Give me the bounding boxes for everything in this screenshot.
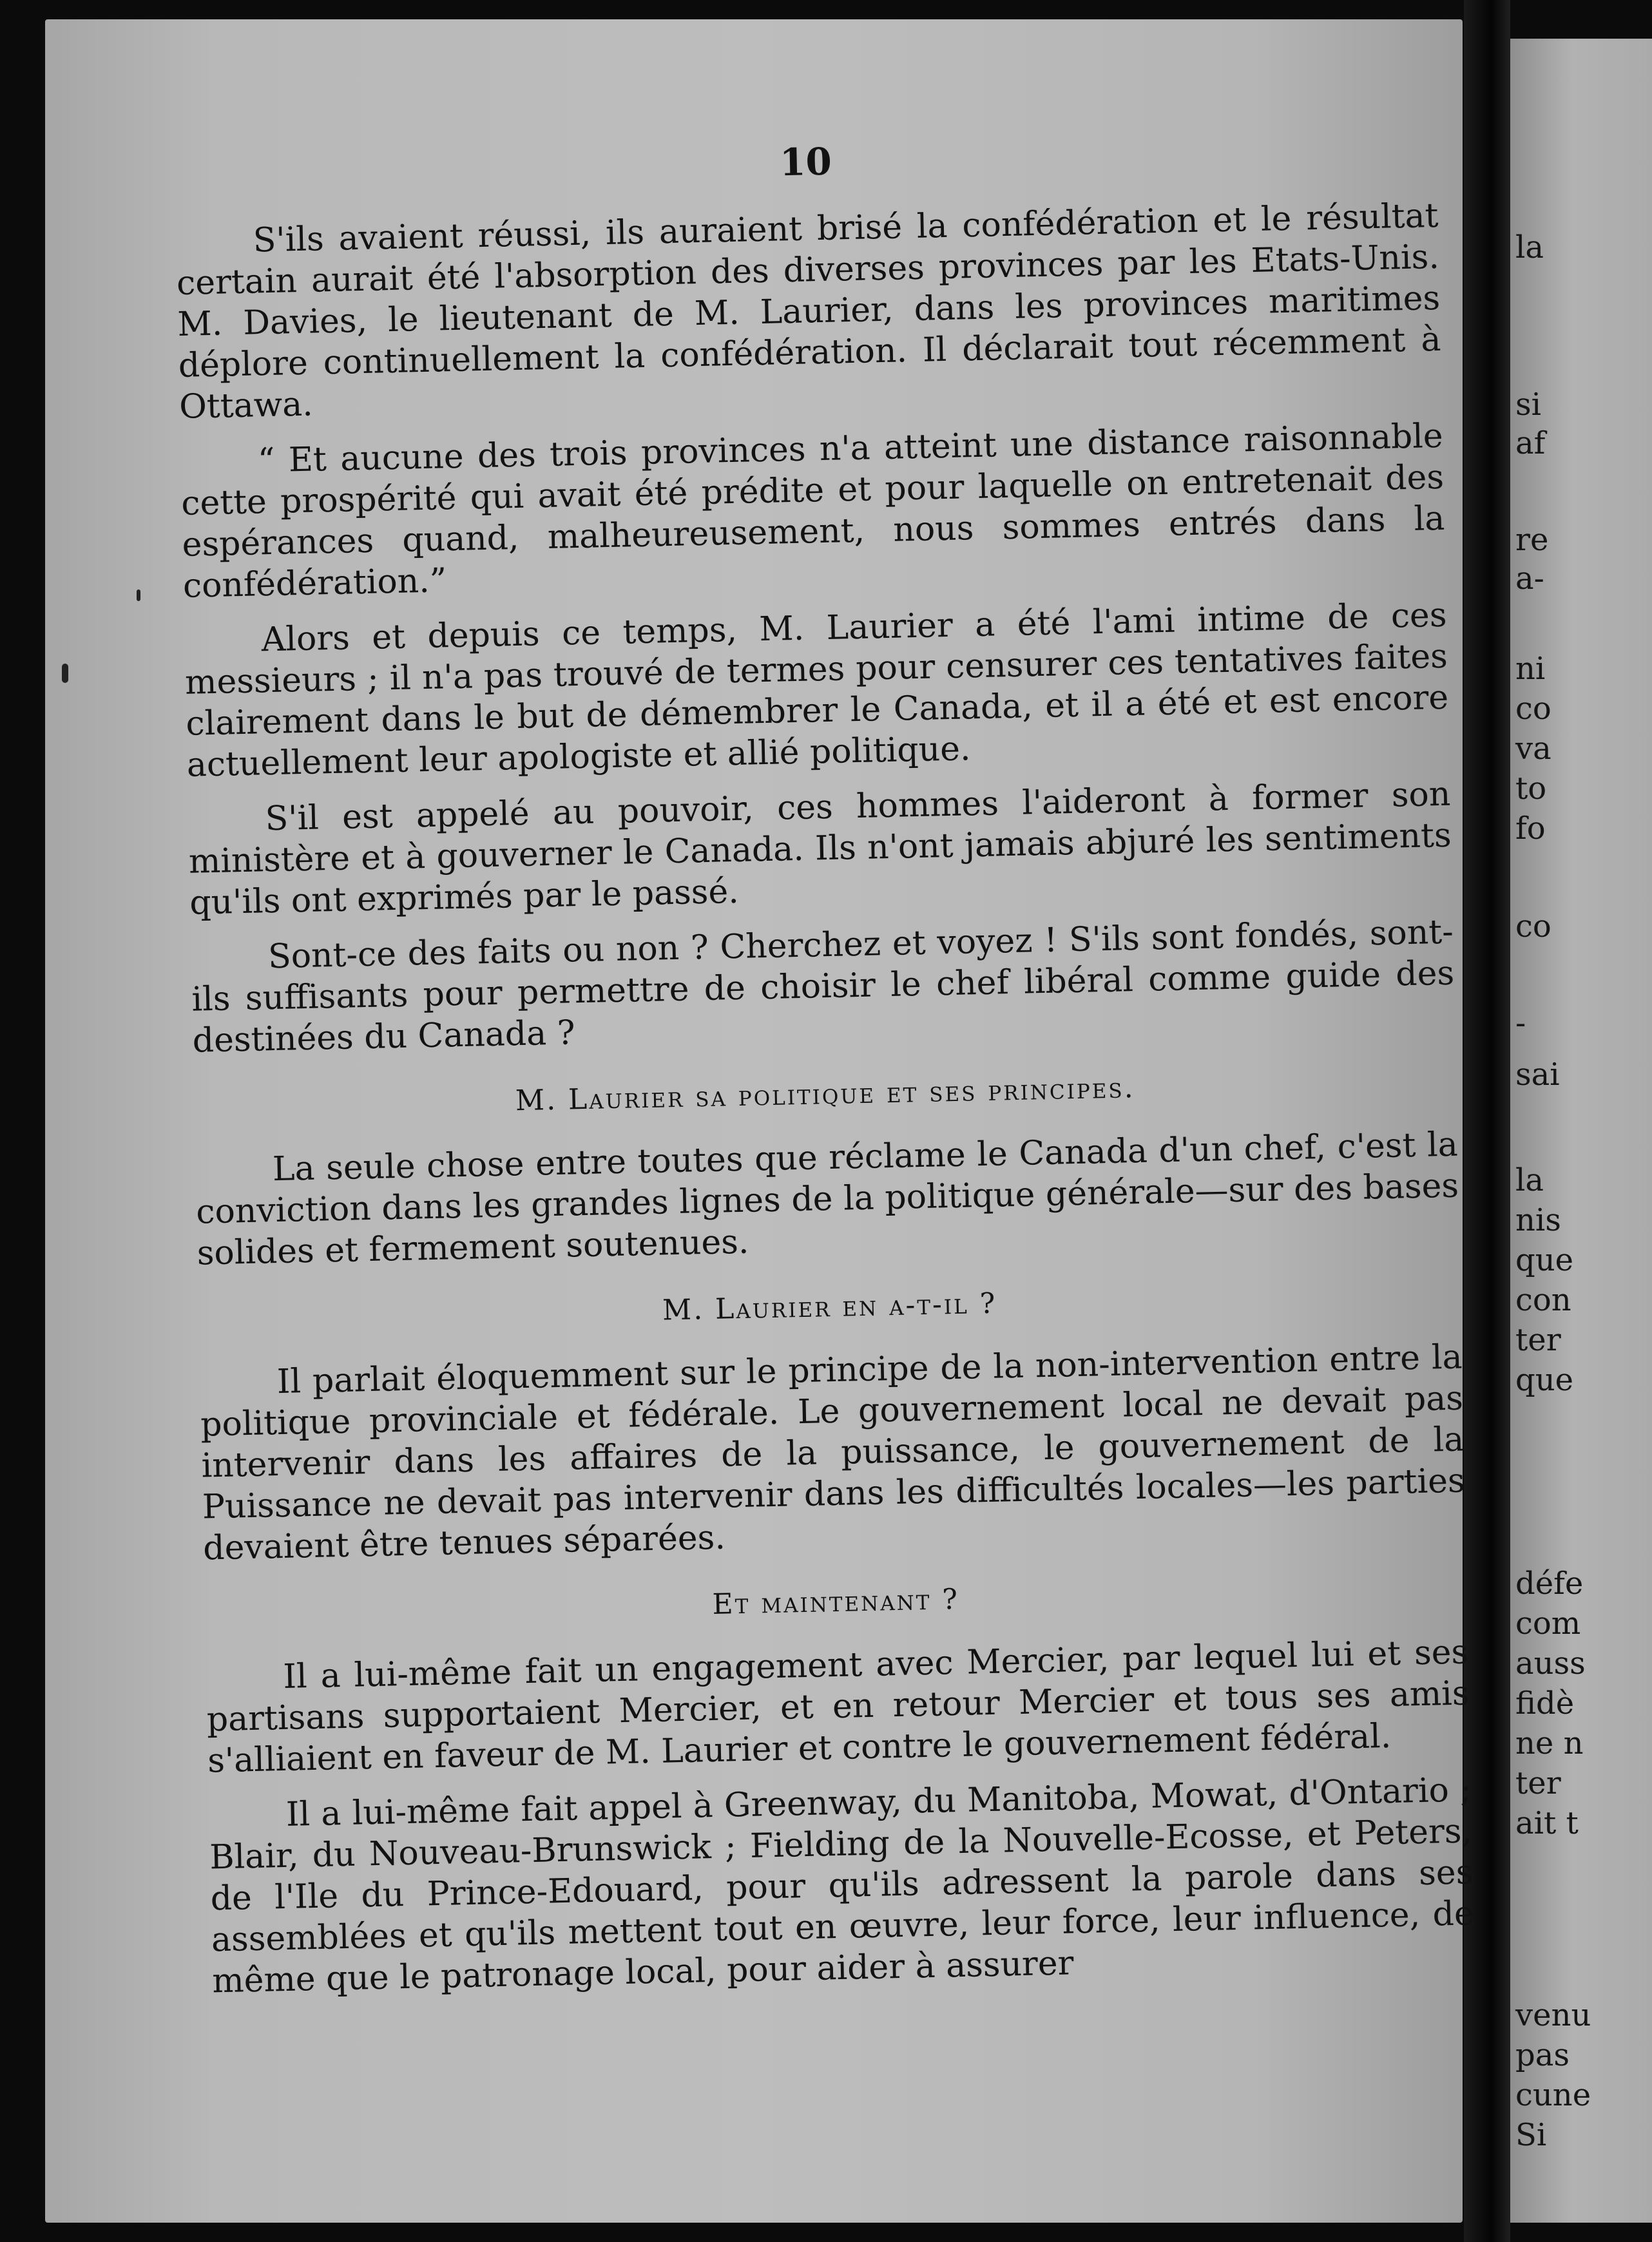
fragment: ne n bbox=[1515, 1725, 1584, 1761]
section-heading-text: M. Laurier sa politique et ses principes. bbox=[515, 1071, 1136, 1118]
fragment: ni bbox=[1515, 651, 1546, 687]
paragraph: Il parlait éloquemment sur le principe de la non-intervention entre la politique provinciale et fédérale. Le gouvernement local ne devait pas intervenir dans les affaires de la puissance, le gouvernement de la Puissance ne devait pas intervenir dans les difficultés locales—les parties devaient être tenues séparées. bbox=[200, 1337, 1466, 1568]
fragment: af bbox=[1515, 425, 1546, 461]
fragment: nis bbox=[1515, 1202, 1561, 1238]
section-heading-text: M. Laurier en a-t-il ? bbox=[662, 1287, 997, 1327]
fragment: ter bbox=[1515, 1322, 1561, 1358]
page-number: 10 bbox=[779, 139, 832, 185]
scan-speck bbox=[62, 664, 68, 683]
fragment: com bbox=[1515, 1605, 1581, 1642]
fragment: va bbox=[1515, 731, 1551, 767]
paragraph: Sont-ce des faits ou non ? Cherchez et voyez ! S'ils sont fondés, sont-ils suffisants pour permettre de choisir le chef libéral comme guide des destinées du Canada ? bbox=[191, 912, 1455, 1060]
paragraph: S'il est appelé au pouvoir, ces hommes l'aideront à former son ministère et à gouverner le Canada. Ils n'ont jamais abjuré les sentiments qu'ils ont exprimés par le passé. bbox=[188, 774, 1452, 923]
fragment: la bbox=[1515, 229, 1544, 265]
fragment: a- bbox=[1515, 560, 1544, 597]
paragraph: Il a lui-même fait appel à Greenway, du Manitoba, Mowat, d'Ontario ; Blair, du Nouveau-Brunswick ; Fielding de la Nouvelle-Ecosse, et Peters, de l'Ile du Prince-Edouard, pour qu'ils adressent la parole dans ses assemblées et qu'ils mettent tout en œuvre, leur force, leur influence, de même que le patronage local, pour aider à assurer bbox=[209, 1770, 1475, 2001]
fragment: pas bbox=[1515, 2037, 1570, 2073]
paragraph: Alors et depuis ce temps, M. Laurier a été l'ami intime de ces messieurs ; il n'a pas trouvé de termes pour censurer ces tentatives faites clairement dans le but de démembrer le Canada, et il a été et est encore actuellement leur apologiste et allié politique. bbox=[184, 595, 1449, 785]
fragment: si bbox=[1515, 387, 1541, 423]
fragment: auss bbox=[1515, 1645, 1586, 1682]
fragment: fidè bbox=[1515, 1685, 1575, 1721]
section-heading bbox=[193, 1061, 1457, 1129]
section-heading bbox=[198, 1274, 1461, 1341]
fragment: que bbox=[1515, 1362, 1574, 1398]
fragment: venu bbox=[1515, 1997, 1591, 2033]
paragraph: La seule chose entre toutes que réclame le Canada d'un chef, c'est la conviction dans les grandes lignes de la politique générale—sur des bases solides et fermement soutenues. bbox=[195, 1125, 1459, 1273]
fragment: ait t bbox=[1515, 1805, 1579, 1841]
section-heading bbox=[204, 1568, 1468, 1636]
paragraph: Il a lui-même fait un engagement avec Mercier, par lequel lui et ses partisans supportaient Mercier, et en retour Mercier et tous ses amis s'alliaient en faveur de M. Laurier et contre le gouvernement fédéral. bbox=[206, 1633, 1470, 1781]
fragment: re bbox=[1515, 522, 1549, 558]
fragment: la bbox=[1515, 1162, 1544, 1198]
fragment: défe bbox=[1515, 1566, 1584, 1602]
fragment: que bbox=[1515, 1242, 1574, 1278]
fragment: ter bbox=[1515, 1765, 1561, 1801]
fragment: fo bbox=[1515, 810, 1546, 847]
adjacent-page-fragments bbox=[1515, 0, 1652, 2242]
fragment: sai bbox=[1515, 1057, 1560, 1093]
fragment: cune bbox=[1515, 2077, 1591, 2113]
scan-speck bbox=[137, 589, 140, 601]
page-text bbox=[174, 128, 1475, 2016]
fragment: co bbox=[1515, 908, 1551, 944]
paragraph: S'ils avaient réussi, ils auraient brisé la confédération et le résultat certain aurait été l'absorption des diverses provinces par les Etats-Unis. M. Davies, le lieutenant de M. Laurier, dans les provinces maritimes déplore continuellement la confédération. Il déclarait tout récemment à Ottawa. bbox=[176, 196, 1442, 426]
fragment: co bbox=[1515, 691, 1551, 727]
fragment: - bbox=[1515, 1005, 1526, 1041]
section-heading-text: Et maintenant ? bbox=[712, 1582, 960, 1621]
quoted-paragraph: “ Et aucune des trois provinces n'a atteint une distance raisonnable cette prospérité qui avait été prédite et pour laquelle on entretenait des espérances quand, malheureusement, nous sommes entrés dans la confédération.” bbox=[180, 416, 1445, 606]
fragment: to bbox=[1515, 771, 1547, 807]
fragment: Si bbox=[1515, 2117, 1547, 2153]
fragment: con bbox=[1515, 1282, 1571, 1318]
